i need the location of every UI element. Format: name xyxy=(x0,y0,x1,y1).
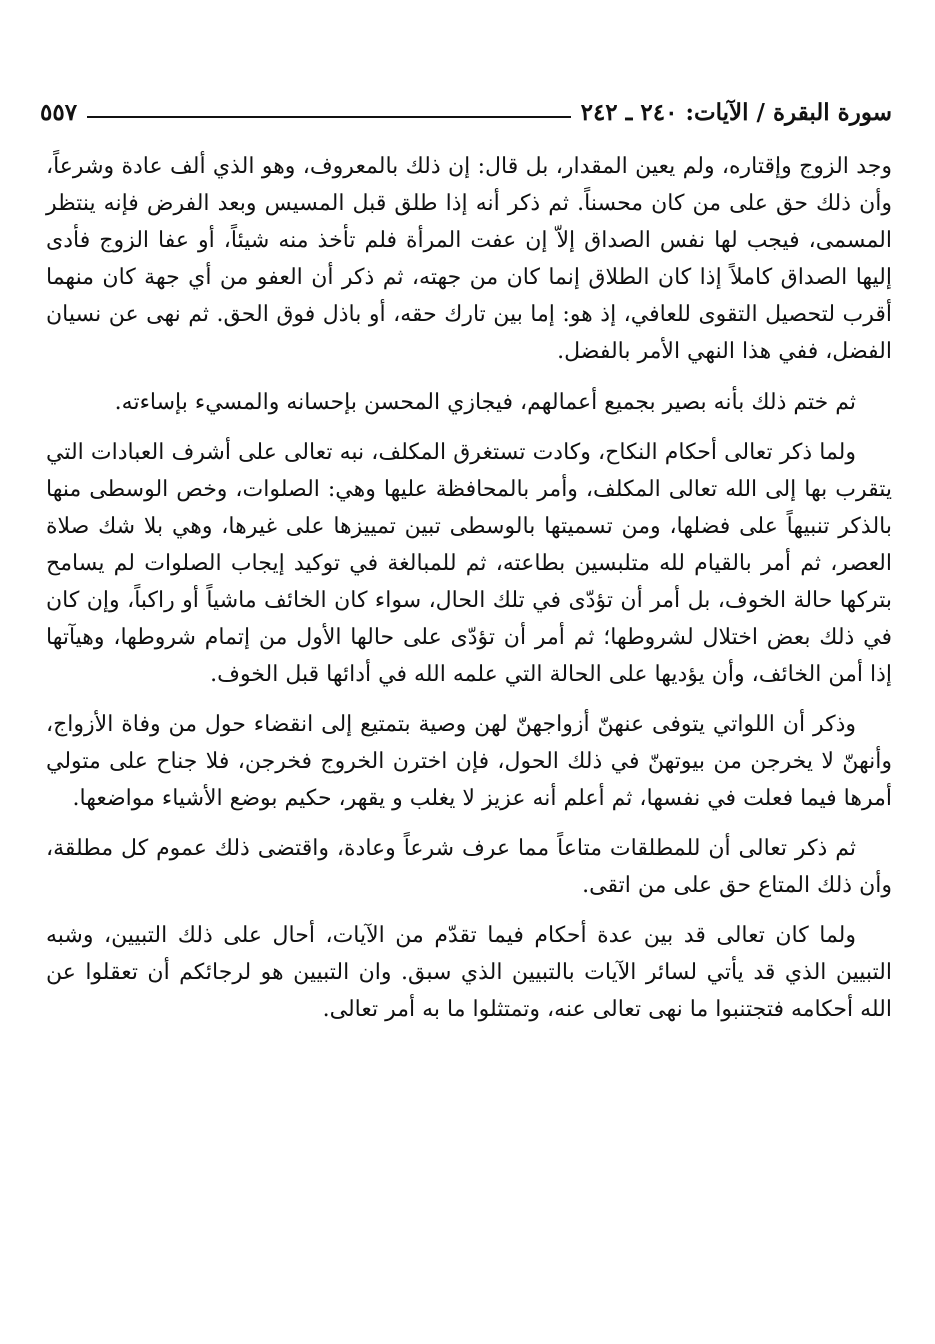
paragraph-6: ولما كان تعالى قد بين عدة أحكام فيما تقدّم من الآيات، أحال على ذلك التبيين، وشبه التبيين الذي قد يأتي لسائر الآيات بالتبيين الذي سبق. وان التبيين هو لرجائكم أن تعقلوا عن الله أحكامه فتجتنبوا ما نهى تعالى عنه، وتمتثلوا ما به أمر تعالى. xyxy=(46,923,892,1022)
running-title: سورة البقرة / الآيات: ٢٤٠ ـ ٢٤٢ xyxy=(580,99,892,126)
paragraph-4: وذكر أن اللواتي يتوفى عنهنّ أزواجهنّ لهن وصية بتمتيع إلى انقضاء حول من وفاة الأزواج، وأنهنّ لا يخرجن من بيوتهنّ في ذلك الحول، فإن اخترن الخروج فخرجن، فلا جناح على متولي أمرها فيما فعلت في نفسها، ثم أعلم أنه عزيز لا يغلب و يقهر، حكيم بوضع الأشياء مواضعها. xyxy=(46,712,892,811)
body-text xyxy=(46,148,892,1028)
paragraph-3: ولما ذكر تعالى أحكام النكاح، وكادت تستغرق المكلف، نبه تعالى على أشرف العبادات التي يتقرب بها إلى الله تعالى المكلف، وأمر بالمحافظة عليها وهي: الصلوات، وخص الوسطى منها بالذكر تنبيهاً على فضلها، ومن تسميتها بالوسطى تبين تمييزها على غيرها، وهي بلا شك صلاة العصر، ثم أمر بالقيام لله متلبسين بطاعته، ثم للمبالغة في توكيد إيجاب الصلوات لم يسامح بتركها حالة الخوف، بل أمر أن تؤدّى في تلك الحال، سواء كان الخائف ماشياً أو راكباً، وإن كان في ذلك بعض اختلال لشروطها؛ ثم أمر أن تؤدّى على حالها الأول من إتمام شروطها، وهيآتها إذا أمن الخائف، وأن يؤديها على الحالة التي علمه الله في أدائها قبل الخوف. xyxy=(46,440,892,687)
paragraph-1: وجد الزوج وإقتاره، ولم يعين المقدار، بل قال: إن ذلك بالمعروف، وهو الذي ألف عادة وشرعاً، وأن ذلك حق على من كان محسناً. ثم ذكر أنه إذا طلق قبل المسيس وبعد الفرض فإنه ينتظر المسمى، فيجب لها نفس الصداق إلاّ إن عفت المرأة فلم تأخذ منه شيئاً، أو عفا الزوج فأدى إليها الصداق كاملاً إذا كان الطلاق إنما كان من جهته، ثم ذكر أن العفو من أي جهة كان منهما أقرب لتحصيل التقوى للعافي، إذ هو: إما بين تارك حقه، أو باذل فوق الحق. ثم نهى عن نسيان الفضل، ففي هذا النهي الأمر بالفضل. xyxy=(46,154,892,364)
header-rule xyxy=(87,116,571,118)
paragraph-2: ثم ختم ذلك بأنه بصير بجميع أعمالهم، فيجازي المحسن بإحسانه والمسيء بإساءته. xyxy=(114,390,856,415)
page-header xyxy=(40,84,892,124)
page-number: ٥٥٧ xyxy=(40,99,78,126)
paragraph-5: ثم ذكر تعالى أن للمطلقات متاعاً مما عرف شرعاً وعادة، واقتضى ذلك عموم كل مطلقة، وأن ذلك المتاع حق على من اتقى. xyxy=(46,836,892,898)
